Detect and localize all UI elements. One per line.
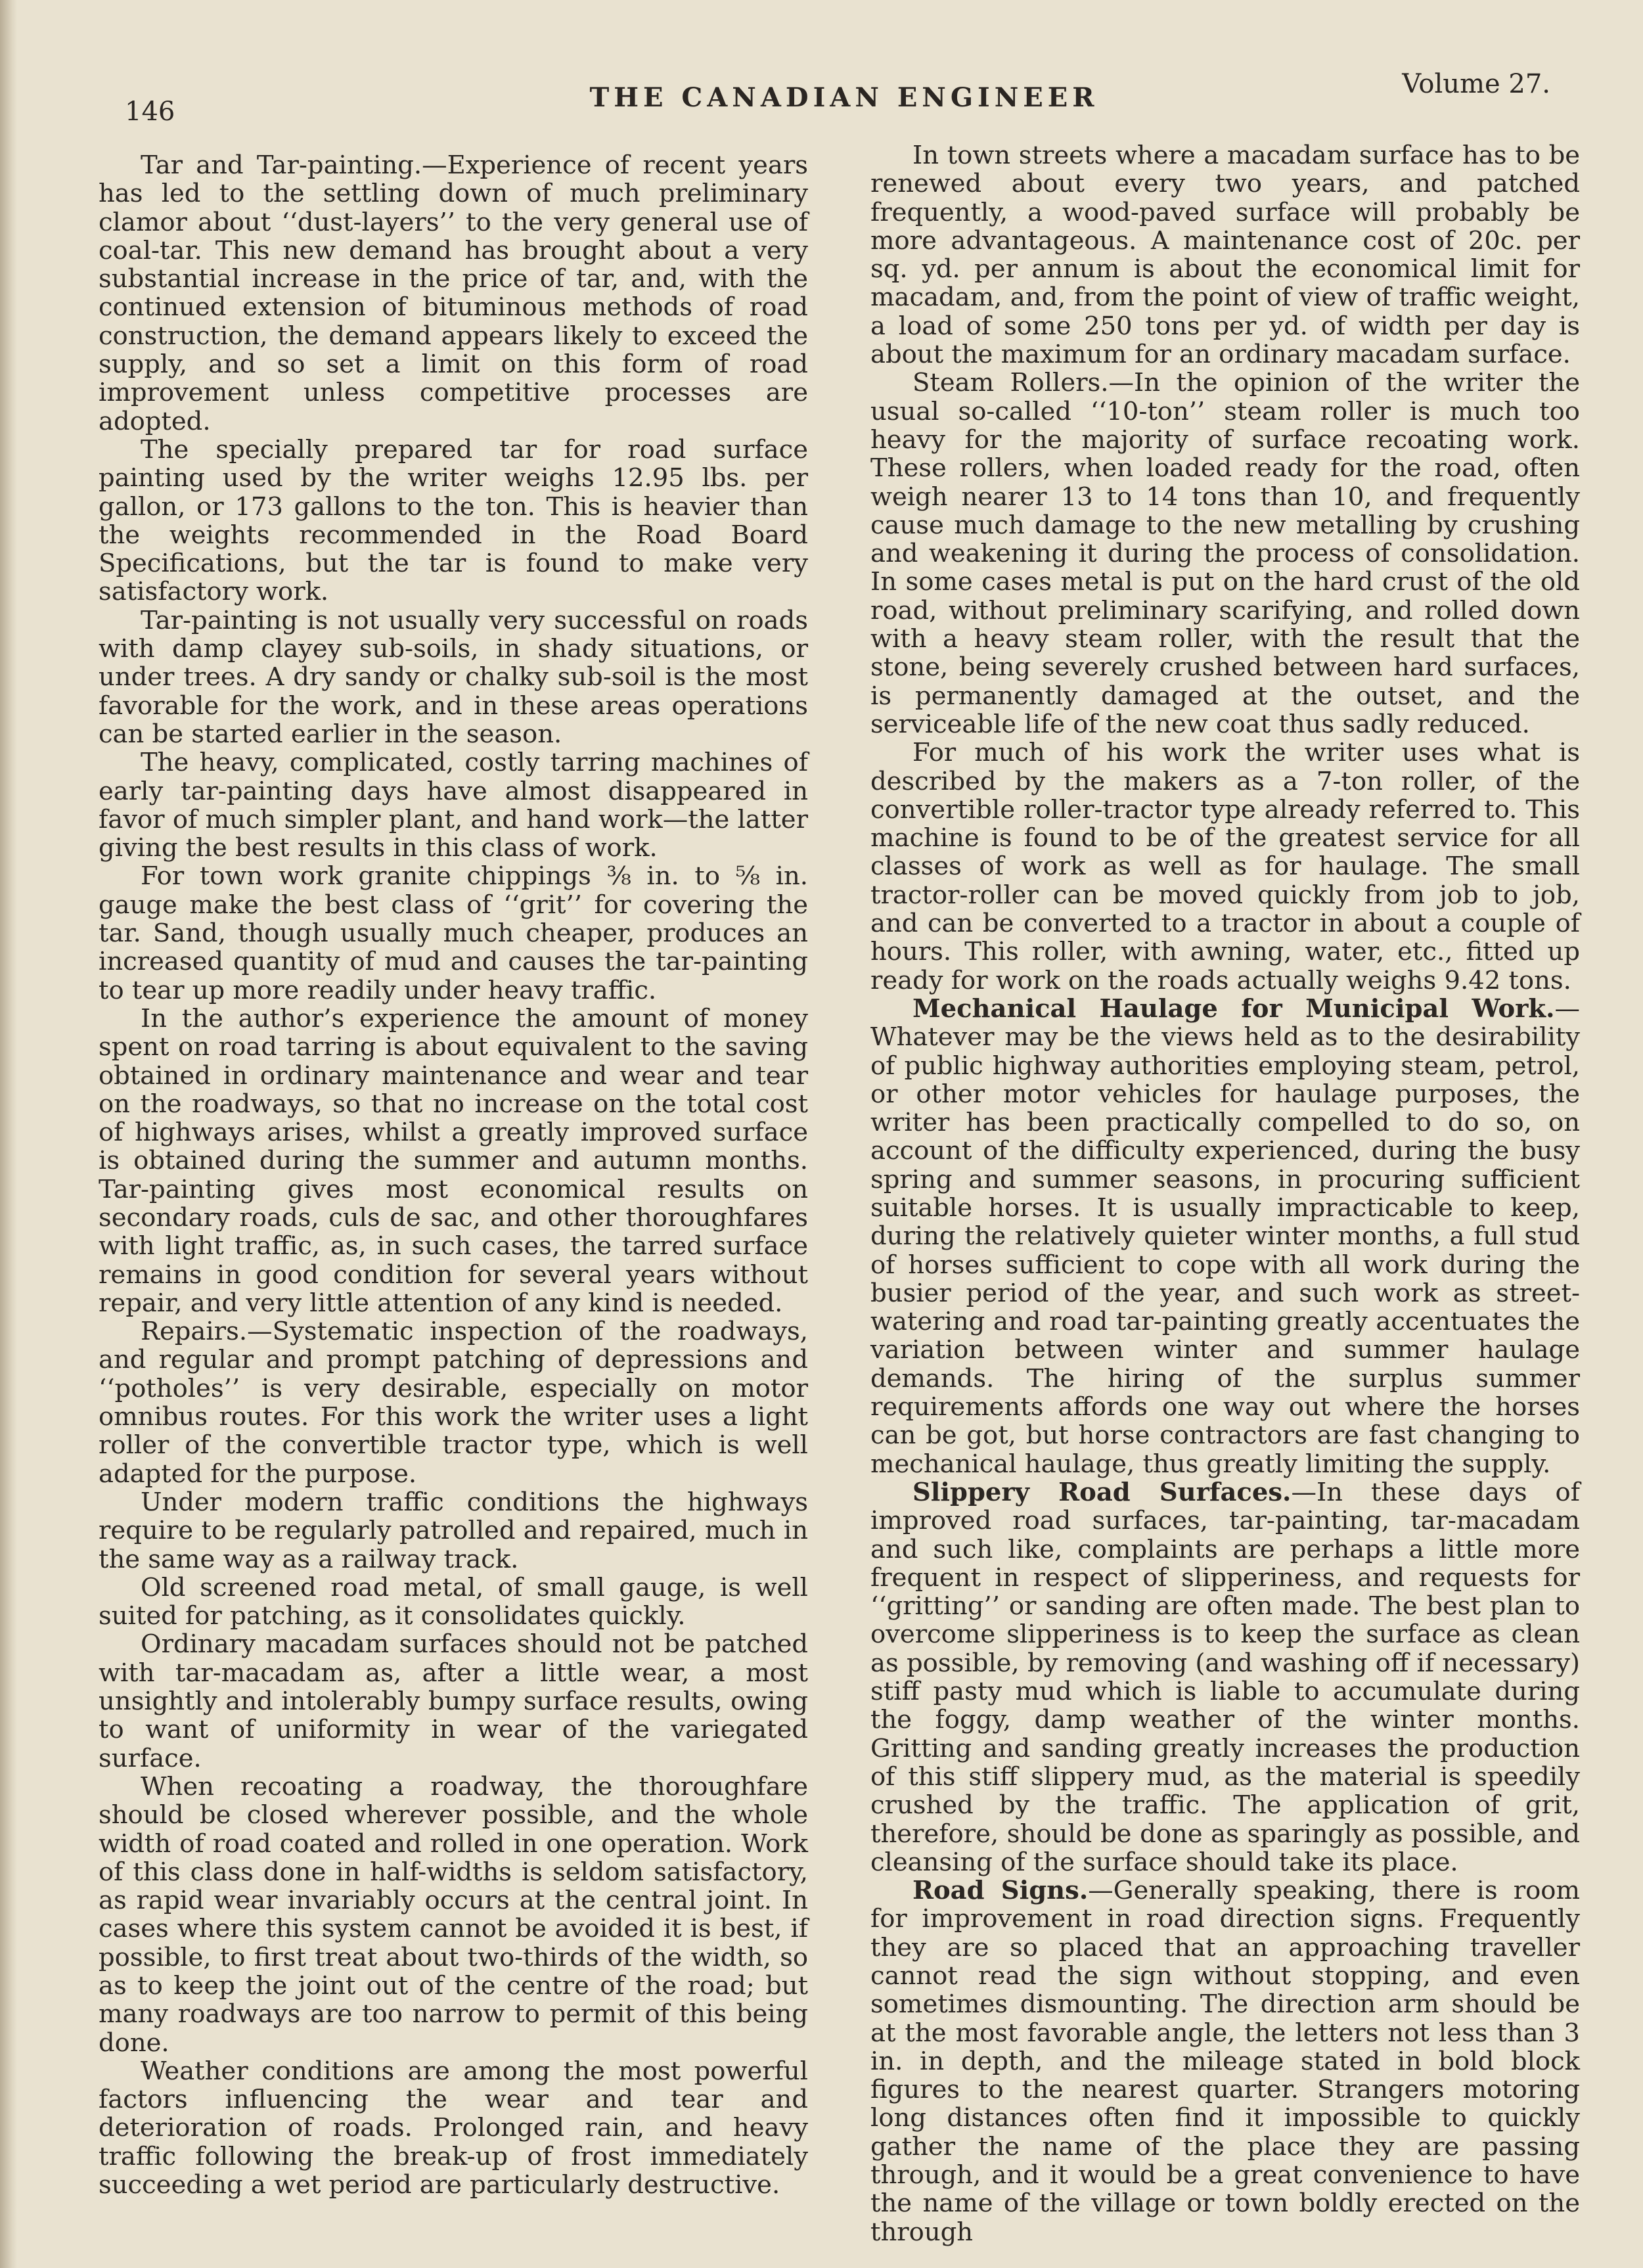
paragraph: The specially prepared tar for road surface painting used by the writer weighs 12.95 lbs. per gallon, or 173 gallons to the ton. This is heavier than the weights recommended in the Road Board Specifications, but the tar is found to make very satisfactory work. <box>99 434 808 607</box>
paragraph: Tar-painting is not usually very successful on roads with damp clayey sub-soils, in shady situations, or under trees. A dry sandy or chalky sub-soil is the most favorable for the work, and in these areas operations can be started earlier in the season. <box>99 605 808 749</box>
section-heading: Slippery Road Surfaces. <box>912 1477 1292 1507</box>
paragraph: In the author’s experience the amount of money spent on road tarring is about equivalent to the saving obtained in ordinary maintenance and wear and tear on the roadways, so that no increase on the total cost of highways arises, whilst a greatly improved surface is obtained during the summer and autumn months. Tar-painting gives most economical results on secondary roads, culs de sac, and other thoroughfares with light traffic, as, in such cases, the tarred surface remains in good condition for several years without repair, and very little attention of any kind is needed. <box>99 1003 808 1318</box>
paragraph: Under modern traffic conditions the highways require to be regularly patrolled and repaired, much in the same way as a railway track. <box>99 1487 808 1574</box>
running-header <box>99 62 1590 135</box>
paragraph: Repairs.—Systematic inspection of the roadways, and regular and prompt patching of depressions and ‘‘potholes’’ is very desirable, especially on motor omnibus routes. For this work the writer uses a light roller of the convertible tractor type, which is well adapted for the purpose. <box>99 1317 808 1489</box>
page-number: 146 <box>125 97 175 127</box>
paragraph: In town streets where a macadam surface has to be renewed about every two years, and patched frequently, a wood-paved surface will probably be more advantageous. A maintenance cost of 20c. per sq. yd. per annum is about the economical limit for macadam, and, from the point of view of traffic weight, a load of some 250 tons per yd. of width per day is about the maximum for an ordinary macadam surface. <box>870 141 1580 370</box>
left-column <box>99 151 808 2199</box>
section-paragraph: Road Signs.—Generally speaking, there is room for improvement in road direction signs. Frequently they are so placed that an approaching traveller cannot read the sign without stopping, and even sometimes dismounting. The direction arm should be at the most favorable angle, the letters not less than 3 in. in depth, and the mileage stated in bold block figures to the nearest quarter. Strangers motoring long distances often find it impossible to quickly gather the name of the place they are passing through, and it would be a great convenience to have the name of the village or town boldly erected on the through <box>870 1876 1580 2247</box>
section-heading: Road Signs. <box>912 1876 1089 1906</box>
paragraph: Tar and Tar-painting.—Experience of recent years has led to the settling down of much preliminary clamor about ‘‘dust-layers’’ to the very general use of coal-tar. This new demand has brought about a very substantial increase in the price of tar, and, with the continued extension of bituminous methods of road construction, the demand appears likely to exceed the supply, and so set a limit on this form of road improvement unless competitive processes are adopted. <box>99 150 808 436</box>
paragraph: Ordinary macadam surfaces should not be patched with tar-macadam as, after a little wear, a most unsightly and intolerably bumpy surface results, owing to want of uniformity in wear of the variegated surface. <box>99 1629 808 1773</box>
journal-page <box>99 62 1590 2247</box>
paragraph: For much of his work the writer uses what is described by the makers as a 7-ton roller, of the convertible roller-tractor type already referred to. This machine is found to be of the greatest service for all classes of work as well as for haulage. The small tractor-roller can be moved quickly from job to job, and can be converted to a tractor in about a couple of hours. This roller, with awning, water, etc., fitted up ready for work on the roads actually weighs 9.42 tons. <box>870 738 1580 995</box>
paragraph: Steam Rollers.—In the opinion of the writer the usual so-called ‘‘10-ton’’ steam roller is much too heavy for the majority of surface recoating work. These rollers, when loaded ready for the road, often weigh nearer 13 to 14 tons than 10, and frequently cause much damage to the new metalling by crushing and weakening it during the process of consolidation. In some cases metal is put on the hard crust of the old road, without preliminary scarifying, and rolled down with a heavy steam roller, with the result that the stone, being severely crushed between hard surfaces, is permanently damaged at the outset, and the serviceable life of the new coat thus sadly reduced. <box>870 368 1580 739</box>
paragraph: When recoating a roadway, the thoroughfare should be closed wherever possible, and the whole width of road coated and rolled in one operation. Work of this class done in half-widths is seldom satisfactory, as rapid wear invariably occurs at the central joint. In cases where this system cannot be avoided it is best, if possible, to first treat about two-thirds of the width, so as to keep the joint out of the centre of the road; but many roadways are too narrow to permit of this being done. <box>99 1771 808 2058</box>
paragraph: For town work granite chippings ⅜ in. to ⅝ in. gauge make the best class of ‘‘grit’’ for covering the tar. Sand, though usually much cheaper, produces an increased quantity of mud and causes the tar-painting to tear up more readily under heavy traffic. <box>99 861 808 1005</box>
page-binding-shadow <box>0 0 17 2268</box>
section-paragraph: Slippery Road Surfaces.—In these days of improved road surfaces, tar-painting, tar-macadam and such like, complaints are perhaps a little more frequent in respect of slipperiness, and requests for ‘‘gritting’’ or sanding are often made. The best plan to overcome slipperiness is to keep the surface as clean as possible, by removing (and washing off if necessary) stiff pasty mud which is liable to accumulate during the foggy, damp weather of the winter months. Gritting and sanding greatly increases the production of this stiff slippery mud, as the material is speedily crushed by the traffic. The application of grit, therefore, should be done as sparingly as possible, and cleansing of the surface should take its place. <box>870 1477 1580 1877</box>
section-heading: Mechanical Haulage for Municipal Work. <box>912 993 1555 1024</box>
paragraph: Weather conditions are among the most powerful factors influencing the wear and tear and deterioration of roads. Prolonged rain, and heavy traffic following the break-up of frost immediately succeeding a wet period are particularly destructive. <box>99 2056 808 2200</box>
right-column <box>870 141 1580 2246</box>
volume-label: Volume 27. <box>1402 69 1550 99</box>
paragraph: The heavy, complicated, costly tarring machines of early tar-painting days have almost disappeared in favor of much simpler plant, and hand work—the latter giving the best results in this class of work. <box>99 748 808 863</box>
paragraph: Old screened road metal, of small gauge, is well suited for patching, as it consolidates quickly. <box>99 1572 808 1631</box>
journal-title: THE CANADIAN ENGINEER <box>589 82 1099 113</box>
section-paragraph: Mechanical Haulage for Municipal Work.—Whatever may be the views held as to the desirability of public highway authorities employing steam, petrol, or other motor vehicles for haulage purposes, the writer has been practically compelled to do so, on account of the difficulty experienced, during the busy spring and summer seasons, in procuring sufficient suitable horses. It is usually impracticable to keep, during the relatively quieter winter months, a full stud of horses sufficient to cope with all work during the busier period of the year, and such work as street-watering and road tar-painting greatly accentuates the variation between winter and summer haulage demands. The hiring of the surplus summer requirements affords one way out where the horses can be got, but horse contractors are fast changing to mechanical haulage, thus greatly limiting the supply. <box>870 993 1580 1479</box>
